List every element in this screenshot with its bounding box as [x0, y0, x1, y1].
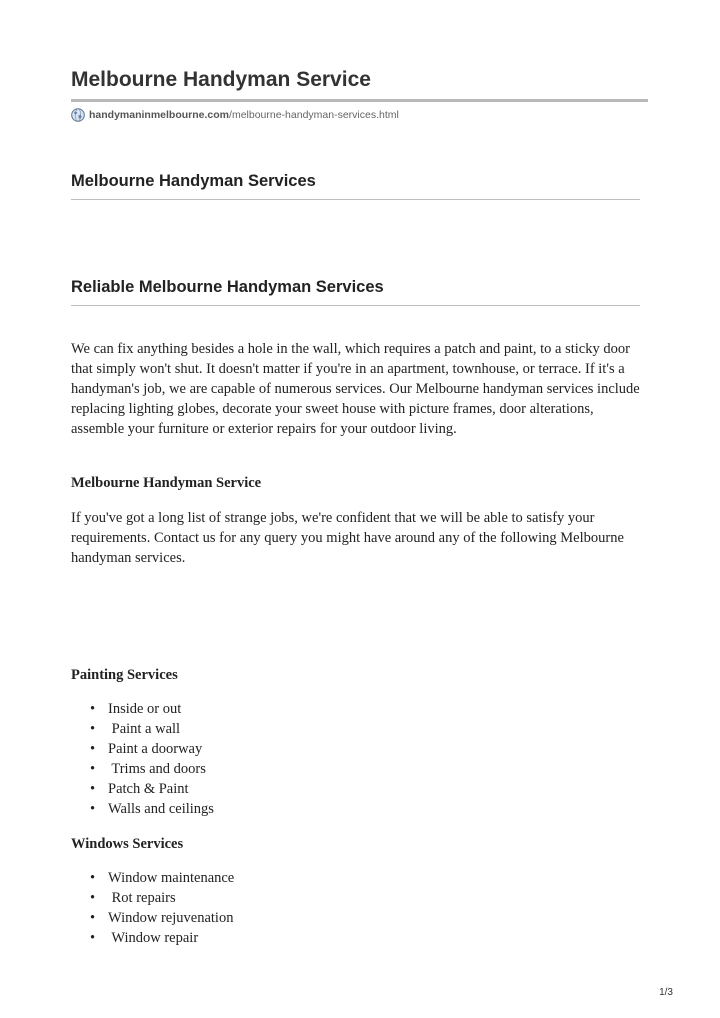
bullet: • — [90, 890, 96, 906]
subheading-handyman-service: Melbourne Handyman Service — [71, 475, 262, 491]
list-item-text: Trims and doors — [108, 761, 206, 777]
bullet: • — [90, 870, 96, 886]
windows-services-list — [71, 868, 234, 948]
list-item-text: Rot repairs — [108, 890, 176, 906]
source-url[interactable] — [71, 108, 648, 122]
list-item — [71, 699, 214, 719]
subheading-painting-services: Painting Services — [71, 667, 178, 683]
list-item — [71, 759, 214, 779]
list-item-text: Window maintenance — [108, 870, 235, 886]
globe-icon — [71, 108, 85, 122]
list-item — [71, 739, 214, 759]
list-item-text: Paint a doorway — [108, 741, 203, 757]
bullet: • — [90, 721, 96, 737]
service-paragraph: If you've got a long list of strange jobs, we're confident that we will be able to satisfy your requirements. Contact us for any query you might have around any of the following Melbourne handyman services. — [71, 510, 624, 566]
subheading-windows-services: Windows Services — [71, 836, 184, 852]
page-title: Melbourne Handyman Service — [71, 68, 371, 91]
heading-text: Reliable Melbourne Handyman Services — [71, 278, 384, 296]
bullet: • — [90, 701, 96, 717]
list-item-text: Paint a wall — [108, 721, 181, 737]
list-item-text: Patch & Paint — [108, 781, 189, 797]
list-item-text: Inside or out — [108, 701, 182, 717]
list-item-text: Window repair — [108, 930, 199, 946]
bullet: • — [90, 930, 96, 946]
bullet: • — [90, 801, 96, 817]
bullet: • — [90, 761, 96, 777]
list-item — [71, 928, 234, 948]
bullet: • — [90, 741, 96, 757]
list-item — [71, 719, 214, 739]
list-item — [71, 799, 214, 819]
list-item-text: Window rejuvenation — [108, 910, 234, 926]
section-heading-services — [71, 170, 640, 200]
bullet: • — [90, 910, 96, 926]
list-item — [71, 779, 214, 799]
section-heading-reliable — [71, 276, 640, 306]
document-header — [71, 66, 648, 122]
heading-text: Melbourne Handyman Services — [71, 172, 316, 190]
intro-paragraph: We can fix anything besides a hole in the wall, which requires a patch and paint, to a sticky door that simply won't shut. It doesn't matter if you're in an apartment, townhouse, or terrace. If it's a handyman's job, we are capable of numerous services. Our Melbourne handyman services include replacing lighting globes, decorate your sweet house with picture frames, door alterations, assemble your furniture or exterior repairs for your outdoor living. — [71, 341, 640, 437]
page-number: 1/3 — [659, 987, 673, 998]
painting-services-list — [71, 699, 214, 819]
list-item — [71, 888, 234, 908]
list-item — [71, 868, 234, 888]
title-divider — [71, 99, 648, 102]
list-item — [71, 908, 234, 928]
heading-divider — [71, 305, 640, 306]
bullet: • — [90, 781, 96, 797]
source-path: /melbourne-handyman-services.html — [229, 109, 399, 121]
source-domain: handymaninmelbourne.com — [89, 109, 230, 121]
list-item-text: Walls and ceilings — [108, 801, 214, 817]
heading-divider — [71, 199, 640, 200]
